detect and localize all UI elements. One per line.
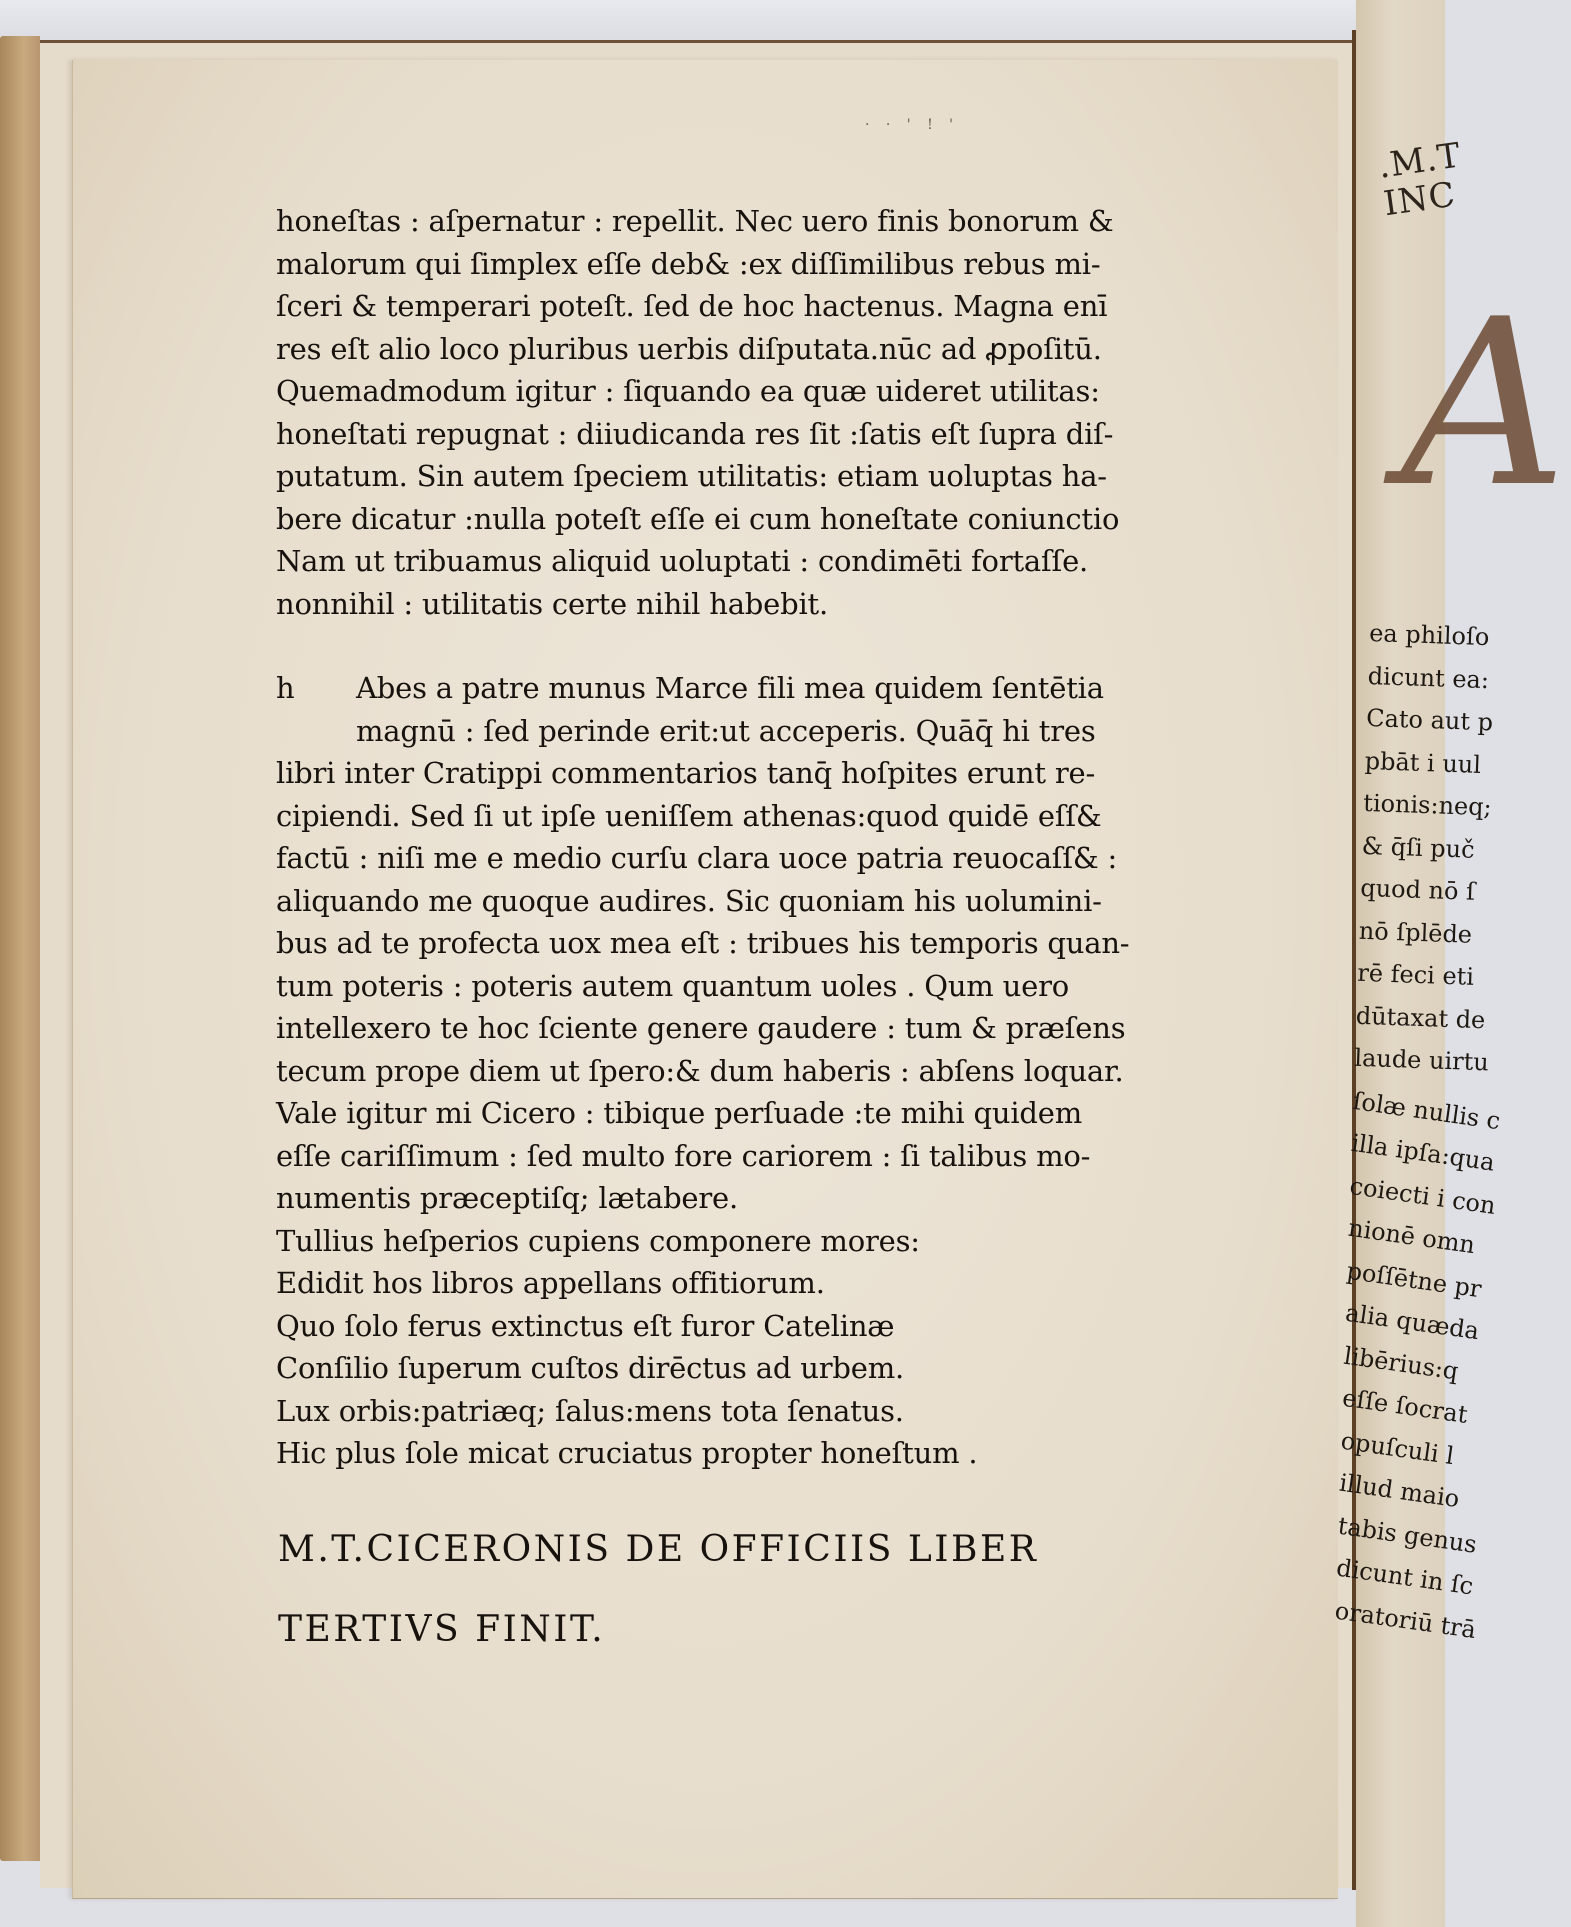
facing-text-fragment: dūtaxat de [1355, 1001, 1486, 1034]
facing-page-heading [1376, 136, 1469, 223]
facing-text-fragment: alia quæda [1343, 1298, 1481, 1346]
text-line: tum poteris : poteris autem quantum uoles . Qum uero [276, 968, 1069, 1003]
text-line: Nam ut tribuamus aliquid uoluptati : condimēti fortaſſe. [276, 544, 1089, 578]
facing-text-fragment: Cato aut p [1365, 703, 1494, 737]
text-line: res eſt alio loco pluribus uerbis diſputata.nūc ad ꝓpoſitū. [276, 331, 1102, 366]
book-cover-edge [0, 36, 40, 1861]
text-line: ſceri & temperari poteſt. ſed de hoc hactenus. Magna enī [276, 289, 1108, 323]
facing-text-fragment: pbāt i uul [1364, 746, 1482, 779]
decorated-initial-letter: A [1401, 271, 1568, 538]
facing-text-fragment: poſſētne pr [1345, 1256, 1484, 1303]
verse-line: Edidit hos libros appellans offitiorum. [276, 1266, 825, 1300]
text-line: honeſtati repugnat : diiudicanda res ſit :ſatis eſt ſupra diſ- [276, 416, 1114, 451]
verse-line: Lux orbis:patriæq; ſalus:mens tota ſenatus. [276, 1393, 904, 1428]
colophon [278, 1510, 1038, 1670]
text-line-content: Abes a patre munus Marce fili mea quidem ſentētia [356, 671, 1104, 705]
facing-text-fragment: tabis genus [1336, 1511, 1479, 1559]
facing-text-fragment: eſſe ſocrat [1340, 1383, 1470, 1429]
text-line: honeſtas : aſpernatur : repellit. Nec uero finis bonorum & [276, 204, 1114, 238]
facing-text-fragment: opuſculi l [1339, 1426, 1456, 1470]
text-line: Vale igitur mi Cicero : tibique perſuade :te mihi quidem [276, 1096, 1083, 1130]
facing-heading-line: INC [1381, 174, 1459, 225]
paragraph-2 [276, 667, 1196, 1220]
facing-text-fragment: rē feci eti [1356, 958, 1475, 991]
facing-text-fragment: ea philoſo [1368, 618, 1490, 652]
guide-initial-letter: h [276, 671, 295, 705]
facing-heading-line: .M.T [1375, 135, 1464, 187]
facing-text-fragment: ſolæ nullis c [1351, 1086, 1503, 1135]
verse-line: Hic plus ſole micat cruciatus propter honeſtum . [276, 1436, 978, 1470]
verse-line: Quo ſolo ferus extinctus eſt furor Catelinæ [276, 1308, 895, 1343]
facing-text-fragment: oratoriū trā [1333, 1596, 1478, 1644]
facing-text-fragment: coiecti i con [1348, 1171, 1498, 1220]
ink-specks: · · ' ! ' [865, 117, 960, 133]
facing-text-fragment: illud maio [1337, 1468, 1462, 1514]
paragraph-1 [276, 200, 1196, 625]
text-line: tecum prope diem ut ſpero:& dum haberis : abſens loquar. [276, 1053, 1124, 1088]
text-line: bus ad te profecta uox mea eſt : tribues his temporis quan- [276, 926, 1130, 960]
colophon-line-1: M.T.CICERONIS DE OFFICIIS LIBER [278, 1529, 1039, 1570]
colophon-line-2: TERTIVS FINIT. [278, 1609, 606, 1650]
facing-text-fragment: tionis:neq; [1362, 788, 1493, 822]
facing-text-fragment: nō ſplēde [1358, 916, 1473, 949]
facing-text-fragment: dicunt in ſc [1334, 1553, 1476, 1601]
text-line: cipiendi. Sed ſi ut ipſe ueniſſem athenas:quod quidē eſſ& [276, 798, 1102, 833]
text-line: aliquando me quoque audires. Sic quoniam his uolumini- [276, 883, 1102, 918]
text-line [276, 667, 1196, 710]
facing-text-fragment: & q̄ſi puč [1361, 831, 1476, 864]
text-line: factū : niſi me e medio curſu clara uoce patria reuocaſſ& : [276, 841, 1118, 875]
verse-line: Conſilio ſuperum cuſtos dirēctus ad urbem. [276, 1351, 905, 1385]
paragraph-spacer [276, 625, 1196, 667]
facing-text-fragment: laude uirtu [1353, 1043, 1490, 1077]
text-line: nonnihil : utilitatis certe nihil habebit. [276, 586, 829, 621]
text-line: bere dicatur :nulla poteſt eſſe ei cum honeſtate coniunctio [276, 501, 1120, 536]
facing-page-text [1333, 612, 1569, 1644]
text-line: intellexero te hoc ſciente genere gaudere : tum & præſens [276, 1011, 1126, 1045]
text-line: Quemadmodum igitur : ſiquando ea quæ uideret utilitas: [276, 374, 1100, 408]
text-line: libri inter Cratippi commentarios tanq̄ hoſpites erunt re- [276, 756, 1096, 790]
verse-line: Tullius heſperios cupiens componere mores: [276, 1223, 920, 1258]
facing-text-fragment: quod nō ſ [1359, 873, 1476, 906]
facing-text-fragment: dicunt ea: [1367, 661, 1490, 694]
text-line: malorum qui ſimplex eſſe deb& :ex diſſimilibus rebus mi- [276, 246, 1101, 281]
main-text-block [276, 200, 1196, 1475]
table-background [0, 0, 1445, 40]
verse-block [276, 1220, 1196, 1475]
text-line: putatum. Sin autem ſpeciem utilitatis: etiam uoluptas ha- [276, 459, 1107, 493]
text-line: eſſe cariſſimum : ſed multo fore cariorem : ſi talibus mo- [276, 1138, 1091, 1173]
facing-text-fragment: nionē omn [1346, 1213, 1477, 1260]
facing-text-fragment: libērius:q [1342, 1341, 1461, 1385]
text-line: magnū : ſed perinde erit:ut acceperis. Quāq̄ hi tres [356, 713, 1096, 748]
facing-text-fragment: illa ipſa:qua [1349, 1128, 1497, 1177]
facing-page [1333, 0, 1568, 1927]
text-line: numentis præceptiſq; lætabere. [276, 1181, 739, 1215]
